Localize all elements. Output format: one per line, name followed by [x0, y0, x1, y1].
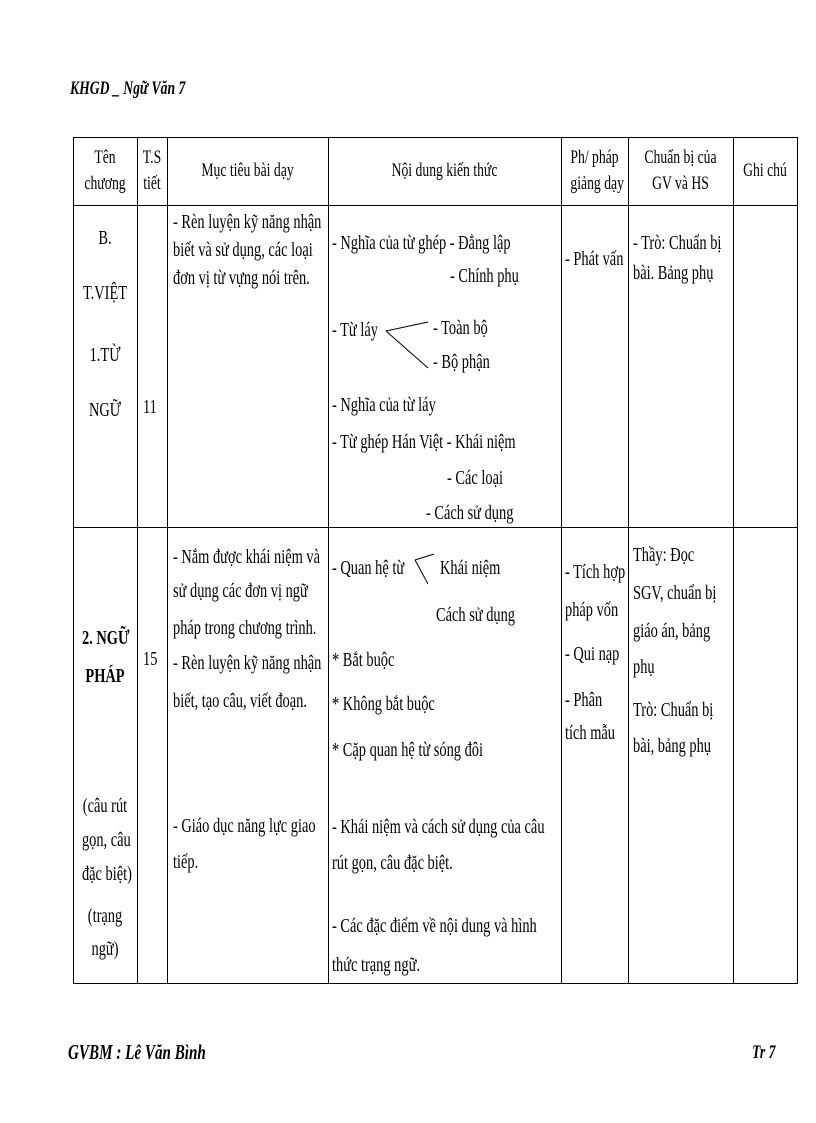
row1-preparation: - Trò: Chuẩn bị bài. Bảng phụ [633, 232, 722, 284]
column-header-periods: T.S tiết [142, 147, 162, 194]
col-divider-2 [167, 137, 168, 984]
col-divider-4 [561, 137, 562, 984]
row1-chapter: B. T.VIỆT 1.TỪ NGỮ [82, 227, 128, 421]
branch-connector-icon [380, 318, 432, 376]
col-divider-1 [137, 137, 138, 984]
row2-method: - Tích hợp pháp vốn - Qui nạp - Phân tích mẫu [565, 561, 626, 744]
column-header-chapter: Tên chương [84, 147, 126, 194]
table-row-divider [73, 527, 798, 528]
table-border-top [73, 137, 798, 138]
column-header-notes: Ghi chú [743, 160, 787, 181]
document-header: KHGD _ Ngữ Văn 7 [70, 78, 186, 99]
column-header-objectives: Mục tiêu bài dạy [201, 160, 294, 181]
table-border-right [797, 137, 798, 984]
row2-chapter: 2. NGỮ PHÁP [81, 627, 130, 687]
row2-periods: 15 [143, 648, 158, 670]
row2-preparation: Thầy: Đọc SGV, chuẩn bị giáo án, bảng phụ Trò: Chuẩn bị bài, bảng phụ [633, 544, 717, 757]
footer-page-number: Tr 7 [752, 1042, 776, 1063]
table-header-divider [73, 205, 798, 206]
column-header-preparation: Chuẩn bị của GV và HS [644, 147, 717, 194]
row1-periods: 11 [143, 396, 157, 418]
branch-connector-icon [412, 552, 438, 588]
table-border-bottom [73, 983, 798, 984]
column-header-content: Nội dung kiến thức [391, 160, 498, 181]
row2-objectives-extra: - Giáo dục năng lực giao tiếp. [173, 815, 316, 873]
row1-method: - Phát vấn [565, 248, 624, 270]
row2-objectives: - Nắm được khái niệm và sử dụng các đơn vị ngữ pháp trong chương trình. - Rèn luyện kỹ năng nhận biết, tạo câu, viết đoạn. [173, 546, 322, 712]
row2-chapter-sub: (câu rút gọn, câu đặc biệt) (trạng ngữ) [81, 795, 132, 960]
row1-objectives: - Rèn luyện kỹ năng nhận biết và sử dụng, các loại đơn vị từ vựng nói trên. [173, 211, 322, 289]
footer-author: GVBM : Lê Văn Bình [68, 1040, 206, 1064]
column-header-method: Ph/ pháp giảng dạy [570, 147, 624, 194]
